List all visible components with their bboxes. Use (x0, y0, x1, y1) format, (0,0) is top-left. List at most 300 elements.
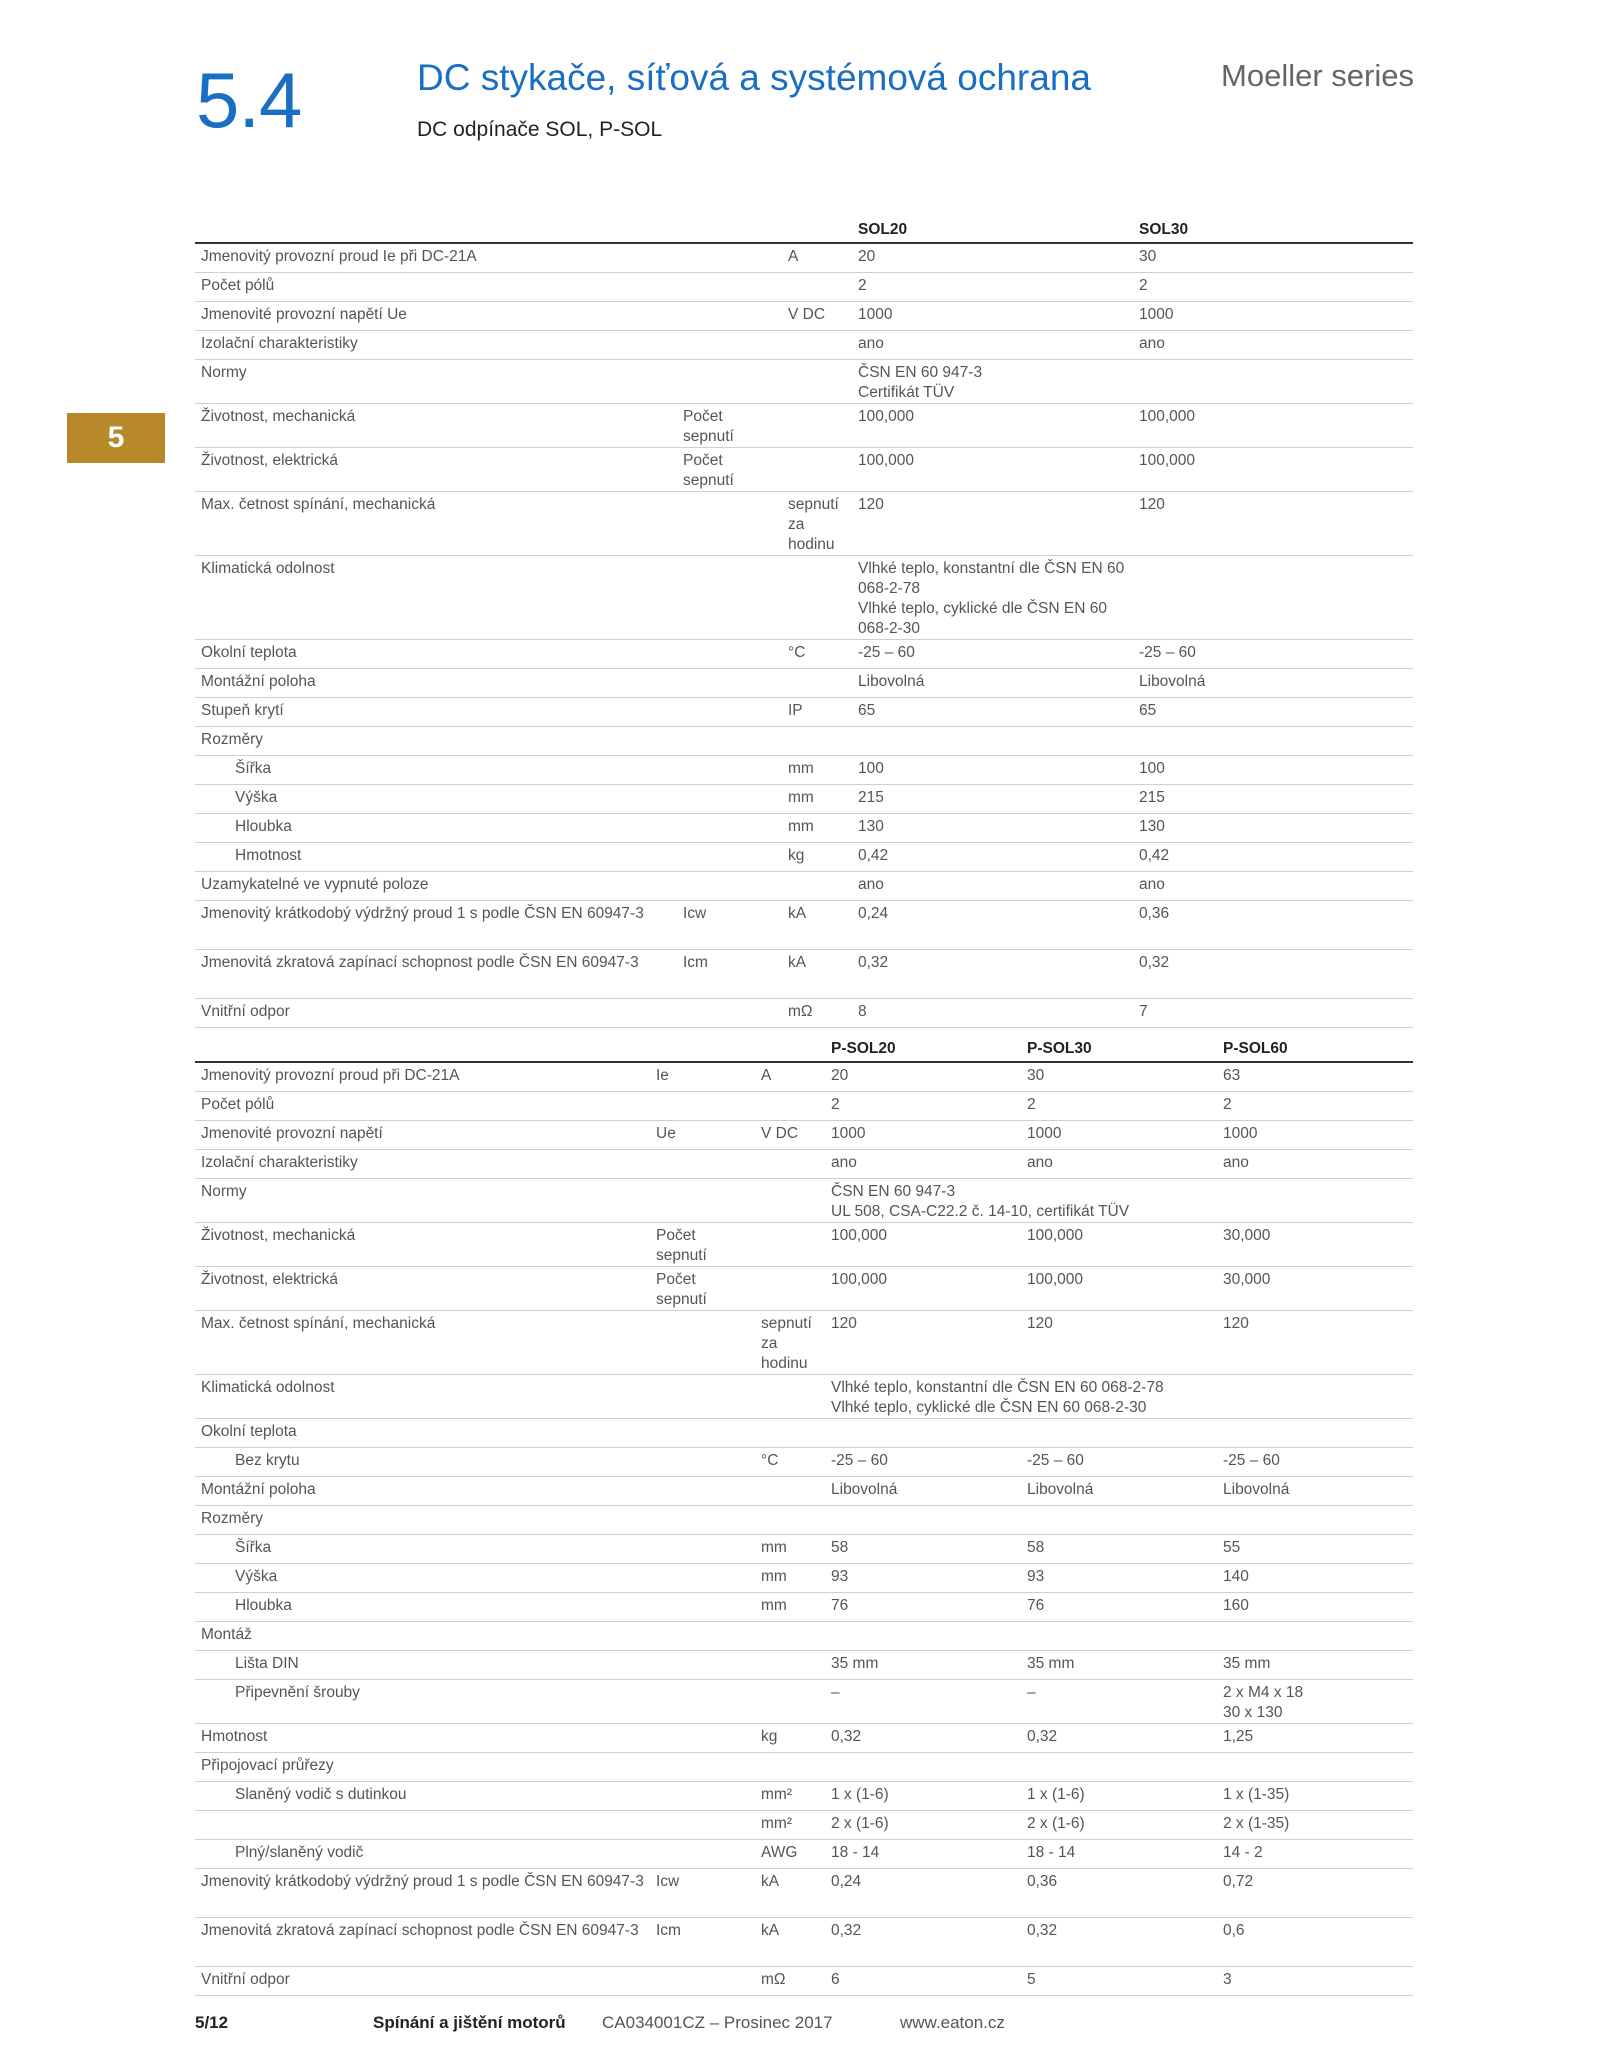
value-cell: 20 (825, 1062, 1021, 1092)
value-cell: 100 (852, 756, 1133, 785)
value-cell: 215 (852, 785, 1133, 814)
row-unit: mm (782, 785, 852, 814)
value-cell: 7 (1133, 999, 1413, 1028)
row-unit (755, 1223, 825, 1267)
table-row (195, 1477, 1413, 1506)
row-symbol (650, 1967, 755, 1996)
value-cell: Vlhké teplo, konstantní dle ČSN EN 60 068-2-78 Vlhké teplo, cyklické dle ČSN EN 60 068-2-30 (825, 1375, 1413, 1419)
row-unit (782, 404, 852, 448)
row-label: Šířka (195, 1535, 650, 1564)
row-symbol (650, 1724, 755, 1753)
row-label: Max. četnost spínání, mechanická (195, 1311, 650, 1375)
value-cell: 100,000 (825, 1267, 1021, 1311)
header-cell (755, 1036, 825, 1062)
value-cell: Libovolná (1133, 669, 1413, 698)
value-cell: -25 – 60 (1021, 1448, 1217, 1477)
value-cell: 130 (1133, 814, 1413, 843)
row-label: Uzamykatelné ve vypnuté poloze (195, 872, 677, 901)
value-cell: 1000 (825, 1121, 1021, 1150)
value-cell: -25 – 60 (1133, 640, 1413, 669)
table-row (195, 1223, 1413, 1267)
value-cell: 120 (1217, 1311, 1413, 1375)
row-unit (755, 1419, 825, 1448)
value-cell: 93 (1021, 1564, 1217, 1593)
row-symbol (650, 1782, 755, 1811)
row-symbol (677, 331, 782, 360)
value-cell: 76 (825, 1593, 1021, 1622)
value-cell: – (825, 1680, 1021, 1724)
table-row (195, 1622, 1413, 1651)
row-unit (755, 1179, 825, 1223)
value-cell: 1000 (852, 302, 1133, 331)
value-cell: 2 (852, 273, 1133, 302)
header-cell (650, 1036, 755, 1062)
value-cell: 0,24 (852, 901, 1133, 950)
value-cell: 63 (1217, 1062, 1413, 1092)
table-row (195, 1092, 1413, 1121)
sol-spec-table (195, 217, 1413, 1028)
value-cell: 18 - 14 (1021, 1840, 1217, 1869)
value-cell: ano (1021, 1150, 1217, 1179)
value-cell: Libovolná (1217, 1477, 1413, 1506)
value-cell: ano (852, 872, 1133, 901)
value-cell: ano (1133, 331, 1413, 360)
value-cell: 65 (852, 698, 1133, 727)
row-unit (755, 1651, 825, 1680)
table-row (195, 727, 1413, 756)
value-cell: 100,000 (1133, 448, 1413, 492)
value-cell: 1 x (1-6) (825, 1782, 1021, 1811)
value-cell: 58 (825, 1535, 1021, 1564)
row-symbol (650, 1092, 755, 1121)
footer-page-number: 5/12 (195, 2013, 229, 2032)
row-unit: mm² (755, 1811, 825, 1840)
value-cell: 0,42 (1133, 843, 1413, 872)
footer-section: Spínání a jištění motorů (373, 2013, 566, 2032)
table-row (195, 1967, 1413, 1996)
row-unit (755, 1267, 825, 1311)
row-symbol (650, 1622, 755, 1651)
row-symbol (677, 302, 782, 331)
value-cell: Vlhké teplo, konstantní dle ČSN EN 60 068-2-78 Vlhké teplo, cyklické dle ČSN EN 60 068-2-30 (852, 556, 1133, 640)
value-cell: 1 x (1-6) (1021, 1782, 1217, 1811)
value-cell: 1000 (1217, 1121, 1413, 1150)
row-label: Hmotnost (195, 1724, 650, 1753)
value-cell: 35 mm (825, 1651, 1021, 1680)
value-cell (825, 1506, 1021, 1535)
row-symbol (677, 814, 782, 843)
value-cell: 120 (825, 1311, 1021, 1375)
table-row (195, 302, 1413, 331)
row-unit: A (782, 243, 852, 273)
value-cell: 30,000 (1217, 1267, 1413, 1311)
table-row (195, 814, 1413, 843)
value-cell: 0,6 (1217, 1918, 1413, 1967)
row-label: Připojovací průřezy (195, 1753, 650, 1782)
row-unit: °C (755, 1448, 825, 1477)
value-cell: 6 (825, 1967, 1021, 1996)
header-cell: P-SOL30 (1021, 1036, 1217, 1062)
row-symbol (677, 243, 782, 273)
header-cell: P-SOL20 (825, 1036, 1021, 1062)
row-symbol (650, 1448, 755, 1477)
table-row (195, 640, 1413, 669)
value-cell (825, 1622, 1021, 1651)
table-row (195, 1680, 1413, 1724)
value-cell: – (1021, 1680, 1217, 1724)
table-header-row (195, 1036, 1413, 1062)
row-unit (755, 1150, 825, 1179)
row-unit: kA (755, 1869, 825, 1918)
row-symbol (650, 1535, 755, 1564)
value-cell (1133, 727, 1413, 756)
row-label: Bez krytu (195, 1448, 650, 1477)
value-cell: ano (825, 1150, 1021, 1179)
row-symbol (677, 492, 782, 556)
row-label: Výška (195, 785, 677, 814)
value-cell: Libovolná (852, 669, 1133, 698)
row-unit: kA (782, 950, 852, 999)
table-row (195, 698, 1413, 727)
row-label: Šířka (195, 756, 677, 785)
value-cell: 0,72 (1217, 1869, 1413, 1918)
value-cell: 65 (1133, 698, 1413, 727)
table-row (195, 1506, 1413, 1535)
table-row (195, 1724, 1413, 1753)
value-cell: 0,32 (825, 1724, 1021, 1753)
value-cell: 1000 (1133, 302, 1413, 331)
header-cell: SOL30 (1133, 217, 1413, 243)
row-unit: sepnutí za hodinu (782, 492, 852, 556)
row-symbol (677, 999, 782, 1028)
row-label: Životnost, elektrická (195, 1267, 650, 1311)
row-unit (755, 1753, 825, 1782)
row-symbol (650, 1651, 755, 1680)
value-cell: ČSN EN 60 947-3 UL 508, CSA-C22.2 č. 14-10, certifikát TÜV (825, 1179, 1413, 1223)
row-label: Normy (195, 1179, 650, 1223)
value-cell: 55 (1217, 1535, 1413, 1564)
row-unit: °C (782, 640, 852, 669)
value-cell: 1,25 (1217, 1724, 1413, 1753)
value-cell: 100,000 (1021, 1267, 1217, 1311)
row-label: Rozměry (195, 727, 677, 756)
value-cell: 2 x (1-6) (1021, 1811, 1217, 1840)
value-cell: 0,42 (852, 843, 1133, 872)
row-unit: V DC (782, 302, 852, 331)
row-label: Okolní teplota (195, 1419, 650, 1448)
table-row (195, 872, 1413, 901)
table-row (195, 1753, 1413, 1782)
row-unit (755, 1092, 825, 1121)
value-cell: 100,000 (852, 448, 1133, 492)
row-unit: mΩ (755, 1967, 825, 1996)
value-cell: Libovolná (825, 1477, 1021, 1506)
row-unit: mm (755, 1593, 825, 1622)
row-label: Izolační charakteristiky (195, 1150, 650, 1179)
row-label (195, 1811, 650, 1840)
row-symbol (650, 1811, 755, 1840)
row-unit (782, 448, 852, 492)
row-label: Okolní teplota (195, 640, 677, 669)
row-label: Životnost, elektrická (195, 448, 677, 492)
row-unit (782, 273, 852, 302)
value-cell (1021, 1419, 1217, 1448)
value-cell: 0,36 (1133, 901, 1413, 950)
value-cell: 30,000 (1217, 1223, 1413, 1267)
row-label: Izolační charakteristiky (195, 331, 677, 360)
value-cell: 1 x (1-35) (1217, 1782, 1413, 1811)
value-cell: 35 mm (1021, 1651, 1217, 1680)
table-header-row (195, 217, 1413, 243)
table-row (195, 492, 1413, 556)
row-label: Připevnění šrouby (195, 1680, 650, 1724)
row-label: Životnost, mechanická (195, 1223, 650, 1267)
row-symbol (650, 1753, 755, 1782)
row-symbol (677, 360, 782, 404)
row-label: Jmenovitý provozní proud při DC-21A (195, 1062, 650, 1092)
value-cell (825, 1753, 1021, 1782)
table-row (195, 1267, 1413, 1311)
row-symbol (650, 1311, 755, 1375)
series-label: Moeller series (1221, 58, 1414, 93)
row-symbol: Icm (650, 1918, 755, 1967)
row-symbol (677, 640, 782, 669)
row-symbol (677, 727, 782, 756)
table-row (195, 1869, 1413, 1918)
value-cell (1021, 1506, 1217, 1535)
header-cell (677, 217, 782, 243)
row-label: Hloubka (195, 1593, 650, 1622)
value-cell: 20 (852, 243, 1133, 273)
row-symbol: Počet sepnutí (650, 1267, 755, 1311)
row-unit (782, 669, 852, 698)
row-symbol: Icw (650, 1869, 755, 1918)
row-symbol (650, 1593, 755, 1622)
row-symbol (677, 843, 782, 872)
value-cell (1133, 360, 1413, 404)
value-cell (852, 727, 1133, 756)
row-unit: mm (755, 1535, 825, 1564)
value-cell: 0,24 (825, 1869, 1021, 1918)
value-cell (1133, 556, 1413, 640)
row-unit (755, 1375, 825, 1419)
row-symbol: Icw (677, 901, 782, 950)
row-symbol (650, 1419, 755, 1448)
table-row (195, 1121, 1413, 1150)
value-cell: 130 (852, 814, 1133, 843)
value-cell: 100 (1133, 756, 1413, 785)
section-number: 5.4 (196, 56, 302, 144)
row-symbol (650, 1680, 755, 1724)
table-row (195, 1311, 1413, 1375)
row-unit (755, 1477, 825, 1506)
value-cell: 1000 (1021, 1121, 1217, 1150)
value-cell: 100,000 (825, 1223, 1021, 1267)
row-label: Hloubka (195, 814, 677, 843)
value-cell: 100,000 (1133, 404, 1413, 448)
row-symbol (650, 1564, 755, 1593)
value-cell (1021, 1622, 1217, 1651)
value-cell: ano (1133, 872, 1413, 901)
row-unit: V DC (755, 1121, 825, 1150)
value-cell: 2 (1133, 273, 1413, 302)
table-row (195, 843, 1413, 872)
table-row (195, 1419, 1413, 1448)
row-symbol (650, 1506, 755, 1535)
value-cell: 120 (1133, 492, 1413, 556)
value-cell: 8 (852, 999, 1133, 1028)
table-row (195, 756, 1413, 785)
value-cell: 30 (1021, 1062, 1217, 1092)
row-unit: mm (782, 814, 852, 843)
row-label: Stupeň krytí (195, 698, 677, 727)
table-row (195, 1840, 1413, 1869)
value-cell: 120 (852, 492, 1133, 556)
value-cell: -25 – 60 (825, 1448, 1021, 1477)
header-cell: P-SOL60 (1217, 1036, 1413, 1062)
value-cell: 100,000 (1021, 1223, 1217, 1267)
table-row (195, 1375, 1413, 1419)
row-unit: mm (782, 756, 852, 785)
value-cell: 14 - 2 (1217, 1840, 1413, 1869)
value-cell: ČSN EN 60 947-3 Certifikát TÜV (852, 360, 1133, 404)
value-cell: 140 (1217, 1564, 1413, 1593)
row-label: Max. četnost spínání, mechanická (195, 492, 677, 556)
value-cell (1021, 1753, 1217, 1782)
row-label: Jmenovitý provozní proud Ie při DC-21A (195, 243, 677, 273)
row-label: Jmenovité provozní napětí (195, 1121, 650, 1150)
value-cell: 5 (1021, 1967, 1217, 1996)
table-row (195, 669, 1413, 698)
table-row (195, 1150, 1413, 1179)
table-row (195, 273, 1413, 302)
value-cell: 160 (1217, 1593, 1413, 1622)
table-row (195, 556, 1413, 640)
value-cell: 3 (1217, 1967, 1413, 1996)
table-row (195, 901, 1413, 950)
table-row (195, 1564, 1413, 1593)
value-cell: -25 – 60 (852, 640, 1133, 669)
row-symbol: Počet sepnutí (677, 448, 782, 492)
table-row (195, 1782, 1413, 1811)
value-cell: 30 (1133, 243, 1413, 273)
value-cell: 93 (825, 1564, 1021, 1593)
row-unit: kA (755, 1918, 825, 1967)
table-row (195, 1535, 1413, 1564)
value-cell: 0,32 (1133, 950, 1413, 999)
value-cell: 0,32 (1021, 1918, 1217, 1967)
row-label: Vnitřní odpor (195, 999, 677, 1028)
row-symbol (677, 785, 782, 814)
table-row (195, 1593, 1413, 1622)
row-label: Slaněný vodič s dutinkou (195, 1782, 650, 1811)
row-label: Hmotnost (195, 843, 677, 872)
row-symbol (677, 556, 782, 640)
table-row (195, 1811, 1413, 1840)
row-label: Lišta DIN (195, 1651, 650, 1680)
row-unit: mm (755, 1564, 825, 1593)
value-cell: 215 (1133, 785, 1413, 814)
row-unit: mm² (755, 1782, 825, 1811)
footer-doc-id: CA034001CZ – Prosinec 2017 (602, 2013, 833, 2032)
table-row (195, 785, 1413, 814)
row-symbol (650, 1150, 755, 1179)
value-cell: 2 x M4 x 18 30 x 130 (1217, 1680, 1413, 1724)
table-row (195, 243, 1413, 273)
table-row (195, 360, 1413, 404)
row-symbol: Icm (677, 950, 782, 999)
value-cell (1217, 1506, 1413, 1535)
row-symbol (677, 872, 782, 901)
header-cell (782, 217, 852, 243)
row-unit: kg (755, 1724, 825, 1753)
row-unit: A (755, 1062, 825, 1092)
table-row (195, 1179, 1413, 1223)
value-cell: 0,32 (852, 950, 1133, 999)
row-label: Vnitřní odpor (195, 1967, 650, 1996)
row-label: Životnost, mechanická (195, 404, 677, 448)
value-cell: 58 (1021, 1535, 1217, 1564)
psol-spec-table (195, 1036, 1413, 1996)
value-cell: 2 x (1-35) (1217, 1811, 1413, 1840)
value-cell: 100,000 (852, 404, 1133, 448)
table-row (195, 1651, 1413, 1680)
row-label: Klimatická odolnost (195, 1375, 650, 1419)
row-label: Jmenovitá zkratová zapínací schopnost podle ČSN EN 60947-3 (195, 950, 677, 999)
row-label: Výška (195, 1564, 650, 1593)
value-cell: ano (852, 331, 1133, 360)
row-unit (755, 1680, 825, 1724)
row-unit (782, 872, 852, 901)
value-cell: -25 – 60 (1217, 1448, 1413, 1477)
row-unit (782, 556, 852, 640)
row-symbol (650, 1375, 755, 1419)
value-cell: 2 (1021, 1092, 1217, 1121)
row-label: Klimatická odolnost (195, 556, 677, 640)
row-label: Jmenovitý krátkodobý výdržný proud 1 s podle ČSN EN 60947-3 (195, 901, 677, 950)
value-cell: 120 (1021, 1311, 1217, 1375)
value-cell: 0,32 (1021, 1724, 1217, 1753)
value-cell: 2 x (1-6) (825, 1811, 1021, 1840)
row-unit: AWG (755, 1840, 825, 1869)
row-symbol (650, 1477, 755, 1506)
row-symbol: Počet sepnutí (677, 404, 782, 448)
row-unit (755, 1506, 825, 1535)
row-label: Montážní poloha (195, 1477, 650, 1506)
header-cell (195, 1036, 650, 1062)
row-symbol (650, 1179, 755, 1223)
page-subtitle: DC odpínače SOL, P-SOL (417, 118, 663, 141)
page-title: DC stykače, síťová a systémová ochrana (417, 57, 1091, 98)
row-unit: IP (782, 698, 852, 727)
row-symbol (650, 1840, 755, 1869)
table-row (195, 1448, 1413, 1477)
value-cell: 76 (1021, 1593, 1217, 1622)
row-label: Rozměry (195, 1506, 650, 1535)
table-row (195, 999, 1413, 1028)
footer-website[interactable] (900, 2013, 1005, 2033)
value-cell (825, 1419, 1021, 1448)
row-unit: mΩ (782, 999, 852, 1028)
table-row (195, 1062, 1413, 1092)
row-unit: kg (782, 843, 852, 872)
value-cell (1217, 1622, 1413, 1651)
row-symbol (677, 669, 782, 698)
value-cell: 0,36 (1021, 1869, 1217, 1918)
table-row (195, 404, 1413, 448)
value-cell: 2 (825, 1092, 1021, 1121)
footer-website-link[interactable]: www.eaton.cz (900, 2013, 1005, 2032)
